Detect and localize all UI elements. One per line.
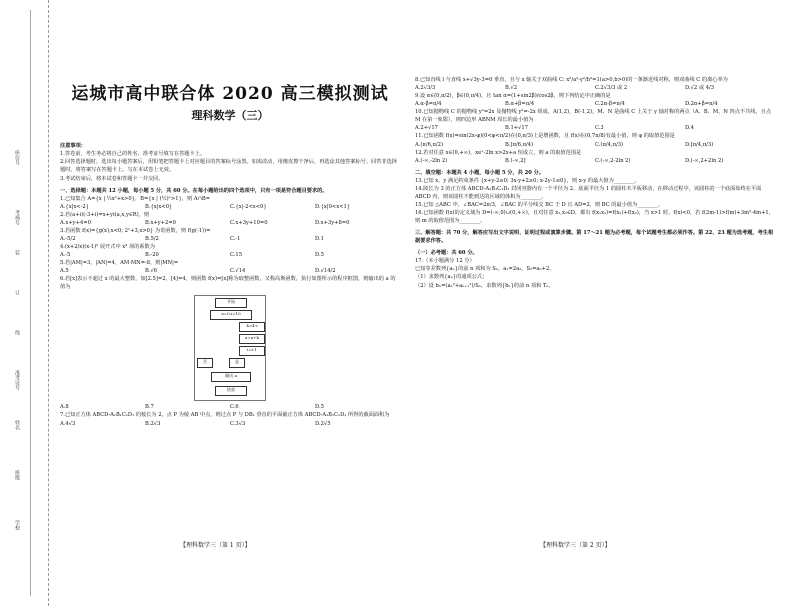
note-item: 3.考试结束后，将本试卷和答题卡一并交回。 [60, 175, 164, 182]
fill-question: 15.已知 △ABC 中，∠BAC=2π/3，∠BAC 的平分线交 BC 于 D 且 AD=2，则 BC 的最小值为________。 [415, 201, 664, 208]
flowchart-step: 结束 [215, 386, 247, 396]
option-choice: C.15 [230, 252, 243, 259]
question-options [415, 157, 775, 165]
option-choice: A.-5/2 [60, 235, 76, 242]
option-choice: D.√2 或 4/3 [685, 85, 715, 92]
page-one [60, 70, 400, 428]
section-1-heading: 一、选择题：本题共 12 小题，每小题 5 分，共 60 分。在每小题给出的四个选项中，只有一项是符合题目要求的。 [60, 187, 328, 194]
page-two [415, 76, 775, 290]
question-list-right [415, 76, 775, 165]
option-choice: B.[π/6,π/4) [505, 141, 534, 148]
option-choice: C.(π/4,π/3) [595, 141, 624, 148]
note-item: 2.回答选择题时，选出每小题答案后，用铅笔把答题卡上对应题目的答案标号涂黑。如需改动，用橡皮擦干净后，再选涂其他答案标号。回答非选择题时，将答案写在答题卡上。写在本试卷上无效。 [60, 159, 397, 174]
question-stem: 3.若函数 f(x)={g(x),x<0; 2ˣ+3,x>0} 为奇函数，则 f(g(-1))= [60, 227, 211, 234]
option-choice: A.(-∞,-2ln 2) [415, 157, 448, 164]
option-choice: D.4 [685, 125, 694, 132]
question-options [60, 203, 400, 211]
flowchart-step: a=a+k [239, 334, 265, 344]
option-choice: C.2√3/3 或 2 [595, 85, 628, 92]
question-options [415, 100, 775, 108]
question-options [60, 267, 400, 275]
binding-label: 学校 [14, 520, 20, 530]
option-choice: D.5 [315, 404, 324, 411]
option-choice: A.α-β=π/4 [415, 101, 442, 108]
exam-title: 运城市高中联合体 2020 高三模拟测试 [71, 84, 389, 104]
option-choice: D.2α+β=π/4 [685, 101, 718, 108]
question-stem: 2.若(a+i)(-3+i)=x+yi(a,x,y∈R)，则 [60, 211, 150, 218]
option-choice: B.√6 [145, 268, 158, 275]
section-2-heading: 二、填空题：本题共 4 小题，每小题 5 分，共 20 分。 [415, 169, 545, 176]
note-item: 1.答卷前，考生务必将自己的姓名、准考证号填写在答题卡上。 [60, 151, 206, 158]
option-choice: C.-1 [230, 235, 241, 242]
option-choice: A.4√3 [60, 420, 76, 427]
option-choice: A.x+y+4=0 [60, 219, 91, 226]
option-choice: B.7 [145, 404, 154, 411]
required-heading: （一）必考题：共 60 分。 [415, 250, 478, 257]
footer-page-1: 【理科数学三（第 1 页）】 [180, 542, 251, 549]
option-choice: B.1+√17 [505, 125, 529, 132]
question-options [415, 84, 775, 92]
question-options [60, 219, 400, 227]
question-stem: 9.设 α∈(0,π/2)，β∈(0,π/4)，且 tan α=(1+sin2β)/cos2β，则下列结论中正确的是 [415, 93, 611, 100]
option-choice: B.{x|x<0} [145, 203, 173, 210]
option-choice: D.5 [315, 252, 324, 259]
option-choice: C.(-∞,2-2ln 2) [595, 157, 631, 164]
question-options [60, 403, 400, 411]
option-choice: C.3√3 [230, 420, 246, 427]
question-options [60, 251, 400, 259]
q17-line: 已知等差数列{aₙ}的前 n 项和为 Sₙ，a₁=2a₂，S₃=a₅+2。 [415, 266, 555, 273]
flowchart [194, 295, 266, 401]
option-choice: C.6 [230, 404, 239, 411]
option-choice: A.2√3/3 [415, 85, 436, 92]
option-choice: C.x+3y+10=0 [230, 219, 268, 226]
binding-label: 座位号 [14, 150, 20, 165]
question-options [415, 141, 775, 149]
option-choice: D.{x|0<x<1} [315, 203, 351, 210]
option-choice: D.(-∞,2+2ln 2) [685, 157, 724, 164]
option-choice: B.(-∞,2] [505, 157, 526, 164]
fill-question: 16.已知函数 f(x)的定义域为 D=(-∞,0)∪(0,+∞)，且对任意 x₁,x₂∈D，都有 f(x₁x₂)=f(x₁)+f(x₂)，当 x>1 时，f(x)<0，若 f(2m-1)>f(m)+3m²-4m+1，则 m 的取值范围为________。 [415, 210, 774, 225]
option-choice: A.(π/6,π/2) [415, 141, 444, 148]
question-stem: 5.若|AM|=3，|AN|=4，AM·MN=-8，则|MN|= [60, 260, 179, 267]
flowchart-step: 是 [229, 358, 245, 368]
option-choice: A.5 [60, 268, 69, 275]
flowchart-step: 开始 [215, 298, 247, 308]
option-choice: B.2√3 [145, 420, 161, 427]
option-choice: A.8 [60, 404, 69, 411]
fill-question: 13.已知 x、y 满足约束条件 {x+y-2≤0; 3x-y+2≥0; x-2y-1≤0}，则 x-y 的最大值为________。 [415, 177, 640, 184]
binding-label: 装 [14, 250, 20, 255]
flowchart-step: 否 [197, 358, 213, 368]
fill-question: 14.陵长为 3 的正方体 ABCD-A₁B₁C₁D₁ 封闭容器内有一个半径为 2、底面半径为 1 的圆柱木平板移动，在移动过程中，该圆柱的一个底面始终在平面 ABCD 内，则该圆柱不能到达的区域的体积为________。 [415, 185, 762, 200]
question-stem: 7.已知正方体 ABCD-A₁B₁C₁D₁ 的棱长为 2，点 P 为棱 AB 中点，则过点 P 与 DB₁ 垂直的平面截正方体 ABCD-A₁B₁C₁D₁ 所得的截面面积为 [60, 412, 390, 419]
flowchart-step: 输出 a [211, 372, 251, 382]
option-choice: B.-20 [145, 252, 159, 259]
flowchart-step: a=0,i=10 [210, 310, 252, 320]
question-stem: 4.(x+2/x)(x-1)⁵ 展开式中 x³ 项的系数为 [60, 244, 155, 251]
q17-line: （2）设 bₙ=(aₙ²+aₙ₊₁²)/Sₙ，求数列{bₙ}的前 n 项和 Tₙ。 [415, 282, 554, 289]
binding-label: 准考证号 [14, 370, 20, 390]
question-stem: 12.若对任意 x∈(0,+∞)，xeˣ-2ln x>2x+a 恒成立，则 a 的取值范围是 [415, 149, 582, 156]
option-choice: D.2√5 [315, 420, 331, 427]
exam-subtitle: 理科数学（三） [191, 109, 269, 123]
question-list-left [60, 195, 400, 428]
question-stem: 8.已知直线 l 与直线 x+√3y-3=0 垂直，且与 x 轴关于双曲线 C: x²/a²-y²/b²=1(a>0,b>0)的一条渐近线对称，则双曲线 C 的离心率为 [415, 77, 728, 83]
flowchart-step: k=4-i [239, 322, 265, 332]
option-choice: A.2+√17 [415, 125, 438, 132]
option-choice: A.{x|x<-2} [60, 203, 89, 210]
footer-page-2: 【理科数学三（第 2 页）】 [540, 542, 611, 549]
binding-label: 姓名 [14, 420, 20, 430]
binding-label: 考场号 [14, 210, 20, 225]
option-choice: B.α+β=π/4 [505, 101, 535, 108]
option-choice: D.√14/2 [315, 268, 336, 275]
binding-label: 订 [14, 290, 20, 295]
question-options [60, 235, 400, 243]
binding-strip [0, 0, 49, 606]
flowchart-step: i=i-1 [239, 346, 265, 356]
binding-label: 线 [14, 330, 20, 335]
question-stem: 6.若[x]表示不超过 x 的最大整数，如[2.5]=2，[4]=4，则函数 f(x)=[x]称为取整函数，又称高斯函数。执行如图所示的程序框图，则输出的 a 的值为 [60, 276, 396, 291]
binding-line [30, 10, 31, 596]
option-choice: C.3 [595, 125, 604, 132]
q17-line: （1）求数列{aₙ}的通项公式； [415, 274, 488, 281]
option-choice: C.√14 [230, 268, 246, 275]
question-stem: 1.已知集合 A={x | ½x²+x>0}，B={x | (½)ˣ>1}，则 A∩B= [60, 195, 211, 202]
q17-head: 17.（本小题满分 12 分） [415, 258, 475, 265]
binding-label: 班级 [14, 470, 20, 480]
option-choice: C.{x|-2<x<0} [230, 203, 267, 210]
question-stem: 10.已知抛物线 C 的抛物线 y²=2x 及抛物线 y²=-2x 组成，A(1,2)，B(-1,2)，M、N 是曲线 C 上关于 y 轴对称的两点（A、B、M、N 四点不共线，且点 M 在第一象限），则四边形 ABNM 周长的最小值为 [415, 109, 772, 124]
option-choice: B.x+y+2=0 [145, 219, 176, 226]
option-choice: B.5/2 [145, 235, 159, 242]
question-stem: 11.已知函数 f(x)=sin(2x-φ)(0<φ<π/2)在(0,π/3)上是增函数，且 f(x)在(0,7π/8)有最小值，则 φ 的取值范围是 [415, 133, 675, 140]
option-choice: A.-5 [60, 252, 71, 259]
option-choice: D.x+3y+8=0 [315, 219, 350, 226]
question-options [415, 124, 775, 132]
notes-heading: 注意事项： [60, 143, 86, 150]
question-options [60, 420, 400, 428]
option-choice: D.1 [315, 235, 324, 242]
option-choice: B.√2 [505, 85, 518, 92]
section-3-heading: 三、解答题：共 70 分，解答应写出文字说明、证明过程或演算步骤。第 17～21 题为必考题，每个试题考生都必须作答。第 22、23 题为选考题，考生根据要求作答。 [415, 230, 774, 245]
option-choice: C.2α-β=π/4 [595, 101, 625, 108]
option-choice: D.[π/4,π/3) [685, 141, 714, 148]
